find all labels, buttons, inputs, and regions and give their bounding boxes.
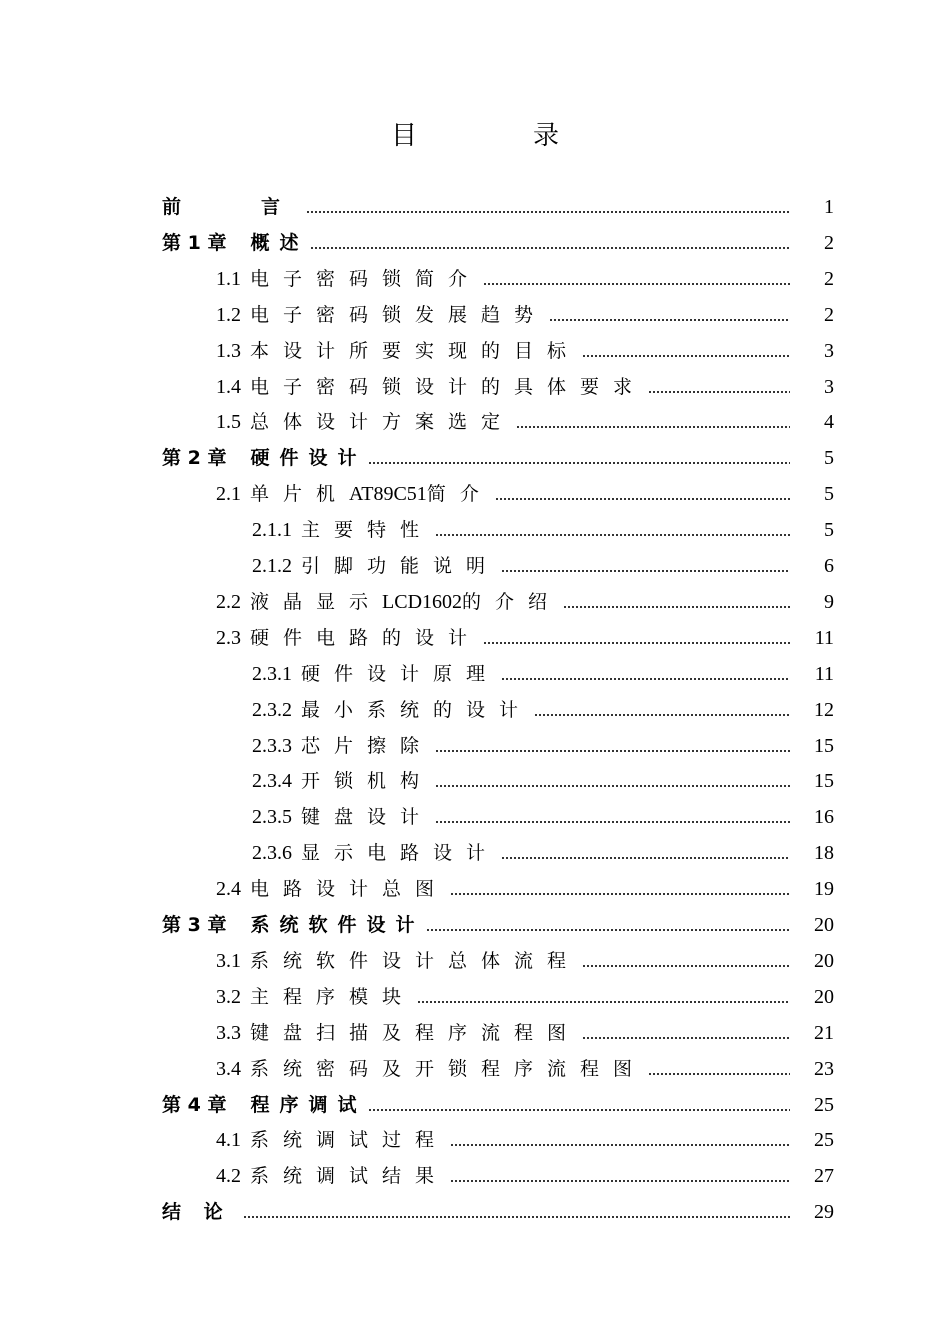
toc-entry xyxy=(216,369,834,405)
toc-page-number: 12 xyxy=(814,699,834,721)
toc-entry-title: 系统密码及开锁程序流程图 xyxy=(250,1058,647,1080)
toc-entry-title: 总体设计方案选定 xyxy=(250,411,515,433)
toc-entry xyxy=(216,871,834,907)
toc-entry xyxy=(252,763,834,799)
toc-entry-number: 1.3 xyxy=(216,340,241,362)
toc-page-number: 18 xyxy=(814,842,834,864)
toc-entry-number: 2.1 xyxy=(216,483,241,505)
toc-leader-dots xyxy=(483,642,790,644)
toc-entry-title: 系统软件设计总体流程 xyxy=(250,950,581,972)
toc-entry-number: 第 1 章 xyxy=(162,232,227,254)
toc-page-number: 27 xyxy=(814,1165,834,1187)
page-title: 目 录 xyxy=(390,121,604,151)
toc-entry-number: 第 3 章 xyxy=(162,914,227,936)
toc-entry xyxy=(216,476,834,512)
toc-page-number: 25 xyxy=(814,1094,834,1116)
toc-entry-number: 3.2 xyxy=(216,986,241,1008)
toc-leader-dots xyxy=(450,893,790,895)
toc-entry-number: 4.2 xyxy=(216,1165,241,1187)
toc-entry-title: 引脚功能说明 xyxy=(301,555,500,577)
toc-leader-dots xyxy=(501,678,790,680)
toc-entry-title: 概述 xyxy=(250,232,309,254)
toc-page-number: 5 xyxy=(824,519,834,541)
toc-page-number: 23 xyxy=(814,1058,834,1080)
toc-page-number: 2 xyxy=(824,232,834,254)
toc-entry-number: 2.3.3 xyxy=(252,735,292,757)
toc-entry-number: 2.2 xyxy=(216,591,241,613)
toc-page-number: 9 xyxy=(824,591,834,613)
toc-page-number: 15 xyxy=(814,770,834,792)
toc-leader-dots xyxy=(243,1216,790,1218)
toc-entry xyxy=(162,189,834,225)
toc-leader-dots xyxy=(648,1073,790,1075)
toc-entry-title: 系统调试结果 xyxy=(250,1165,449,1187)
toc-entry-title: 电子密码锁简介 xyxy=(250,268,482,290)
toc-leader-dots xyxy=(483,283,790,285)
toc-entry xyxy=(216,979,834,1015)
toc-entry-number: 3.4 xyxy=(216,1058,241,1080)
toc-leader-dots xyxy=(495,498,790,500)
toc-entry xyxy=(252,656,834,692)
toc-entry xyxy=(216,297,834,333)
toc-entry xyxy=(162,1087,834,1123)
toc-entry xyxy=(162,1194,834,1230)
toc-entry-title: 硬件设计原理 xyxy=(301,663,500,685)
toc-entry xyxy=(252,692,834,728)
toc-entry-title: 主要特性 xyxy=(301,519,434,541)
toc-page-number: 20 xyxy=(814,986,834,1008)
toc-entry-title: 显示电路设计 xyxy=(301,842,500,864)
toc-page-number: 1 xyxy=(824,196,834,218)
toc-entry-title: 主程序模块 xyxy=(250,986,416,1008)
toc-page-number: 11 xyxy=(814,627,834,649)
toc-entry xyxy=(216,404,834,440)
toc-entry-number: 1.5 xyxy=(216,411,241,433)
toc-entry-number: 2.3.6 xyxy=(252,842,292,864)
toc-page-number: 15 xyxy=(814,735,834,757)
toc-page-number: 5 xyxy=(824,483,834,505)
toc-page-number: 2 xyxy=(824,304,834,326)
toc-entry-number: 前 言 xyxy=(162,196,295,218)
toc-leader-dots xyxy=(417,1001,790,1003)
toc-page-number: 5 xyxy=(824,447,834,469)
toc-leader-dots xyxy=(648,391,790,393)
toc-leader-dots xyxy=(306,211,790,213)
toc-page-number: 16 xyxy=(814,806,834,828)
toc-leader-dots xyxy=(534,714,790,716)
toc-entry-title: 系统调试过程 xyxy=(250,1129,449,1151)
toc-entry-title: 单片机AT89C51简介 xyxy=(250,483,493,505)
toc-entry xyxy=(216,333,834,369)
toc-leader-dots xyxy=(516,426,790,428)
toc-page-number: 6 xyxy=(824,555,834,577)
toc-page-number: 20 xyxy=(814,914,834,936)
toc-entry-number: 3.1 xyxy=(216,950,241,972)
toc-entry xyxy=(252,512,834,548)
toc-entry-title: 硬件电路的设计 xyxy=(250,627,482,649)
toc-leader-dots xyxy=(435,534,790,536)
toc-entry xyxy=(252,835,834,871)
toc-leader-dots xyxy=(310,247,790,249)
toc-entry-number: 2.3.1 xyxy=(252,663,292,685)
toc-leader-dots xyxy=(368,462,790,464)
toc-entry xyxy=(252,548,834,584)
toc-entry-title: 系统软件设计 xyxy=(250,914,425,936)
toc-entry-number: 3.3 xyxy=(216,1022,241,1044)
toc-entry xyxy=(162,907,834,943)
toc-entry-number: 第 4 章 xyxy=(162,1094,227,1116)
toc-entry xyxy=(162,440,834,476)
toc-entry xyxy=(216,1122,834,1158)
toc-leader-dots xyxy=(368,1109,790,1111)
toc-page-number: 20 xyxy=(814,950,834,972)
toc-entry xyxy=(216,584,834,620)
toc-leader-dots xyxy=(426,929,790,931)
toc-entry-number: 1.4 xyxy=(216,376,241,398)
toc-page-number: 3 xyxy=(824,340,834,362)
toc-entry-number: 2.3.4 xyxy=(252,770,292,792)
toc-leader-dots xyxy=(450,1180,790,1182)
toc-leader-dots xyxy=(582,965,790,967)
toc-entry xyxy=(216,943,834,979)
toc-leader-dots xyxy=(582,1037,790,1039)
toc-entry-number: 1.1 xyxy=(216,268,241,290)
toc-entry-title: 液晶显示LCD1602的介绍 xyxy=(250,591,562,613)
toc-entry-title: 键盘设计 xyxy=(301,806,434,828)
toc-page-number: 29 xyxy=(814,1201,834,1223)
toc-entry-number: 1.2 xyxy=(216,304,241,326)
toc-entry-number: 2.3 xyxy=(216,627,241,649)
toc-entry xyxy=(216,1015,834,1051)
toc-entry-title: 程序调试 xyxy=(250,1094,367,1116)
toc-page-number: 3 xyxy=(824,376,834,398)
toc-leader-dots xyxy=(435,750,790,752)
toc-leader-dots xyxy=(549,319,790,321)
toc-entry-title: 键盘扫描及程序流程图 xyxy=(250,1022,581,1044)
toc-entry xyxy=(252,728,834,764)
toc-entry-title: 芯片擦除 xyxy=(301,735,434,757)
toc-leader-dots xyxy=(582,355,790,357)
toc-entry-number: 4.1 xyxy=(216,1129,241,1151)
toc-entry-title: 最小系统的设计 xyxy=(301,699,533,721)
toc-entry-title: 硬件设计 xyxy=(250,447,367,469)
toc-page-number: 21 xyxy=(814,1022,834,1044)
toc-entry-number: 第 2 章 xyxy=(162,447,227,469)
toc-leader-dots xyxy=(563,606,790,608)
toc-entry-number: 2.3.5 xyxy=(252,806,292,828)
toc-leader-dots xyxy=(501,857,790,859)
toc-page-number: 19 xyxy=(814,878,834,900)
toc-page-number: 4 xyxy=(824,411,834,433)
toc-page-number: 11 xyxy=(814,663,834,685)
toc-entry-number: 2.1.2 xyxy=(252,555,292,577)
toc-entry-number: 2.4 xyxy=(216,878,241,900)
toc-leader-dots xyxy=(501,570,790,572)
toc-entry-number: 2.3.2 xyxy=(252,699,292,721)
toc-entry-number: 结 论 xyxy=(162,1201,231,1223)
toc-page-number: 25 xyxy=(814,1129,834,1151)
toc-entry-title: 电子密码锁发展趋势 xyxy=(250,304,548,326)
toc-entry-number: 2.1.1 xyxy=(252,519,292,541)
toc-entry xyxy=(216,620,834,656)
toc-entry xyxy=(216,261,834,297)
toc-page-number: 2 xyxy=(824,268,834,290)
toc-leader-dots xyxy=(450,1144,790,1146)
toc-entry-title: 开锁机构 xyxy=(301,770,434,792)
toc-leader-dots xyxy=(435,821,790,823)
toc-entry-title: 电子密码锁设计的具体要求 xyxy=(250,376,647,398)
toc-entry xyxy=(216,1051,834,1087)
toc-entry xyxy=(162,225,834,261)
toc-leader-dots xyxy=(435,785,790,787)
toc-entry xyxy=(252,799,834,835)
toc-entry-title: 本设计所要实现的目标 xyxy=(250,340,581,362)
toc-entry-title: 电路设计总图 xyxy=(250,878,449,900)
toc-entry xyxy=(216,1158,834,1194)
